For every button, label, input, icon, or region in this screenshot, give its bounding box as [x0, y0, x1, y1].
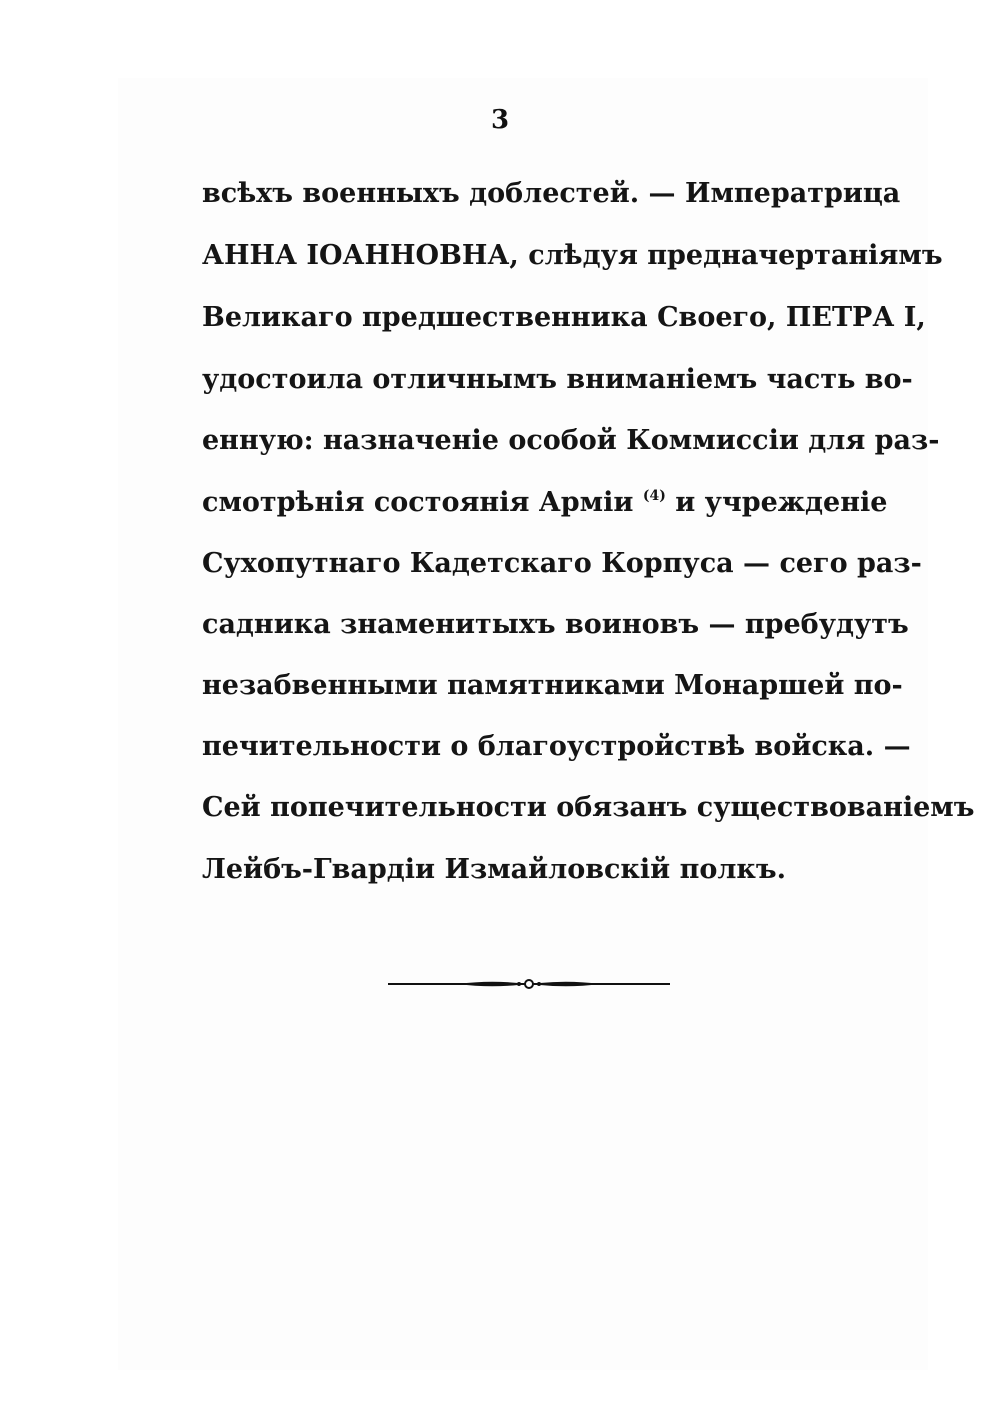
text-line-8: садника знаменитыхъ воиновъ — пребудутъ — [202, 609, 909, 640]
text-line-10: печительности о благоустройствѣ войска. — — [202, 731, 911, 762]
text-line-1: всѣхъ военныхъ доблестей. — Императрица — [202, 178, 901, 209]
text-line-4: удостоила отличнымъ вниманіемъ часть во- — [202, 364, 913, 395]
footnote-reference[interactable]: (4) — [642, 488, 666, 504]
page-number: 3 — [490, 105, 510, 135]
text-line-5: енную: назначеніе особой Коммиссіи для раз- — [202, 425, 940, 456]
text-line-2: АННА ІОАННОВНА, слѣдуя предначертаніямъ — [202, 240, 943, 271]
text-line-3: Великаго предшественника Своего, ПЕТРА I, — [202, 302, 926, 333]
text-line-9: незабвенными памятниками Монаршей по- — [202, 670, 903, 701]
text-line-6-start: смотрѣнія состоянія Арміи — [202, 487, 634, 518]
ornamental-divider — [388, 974, 670, 994]
text-line-7: Сухопутнаго Кадетскаго Корпуса — сего раз- — [202, 548, 922, 579]
text-line-6 — [202, 483, 888, 523]
text-line-6-end: и учрежденіе — [675, 487, 888, 518]
text-line-11: Сей попечительности обязанъ существованіемъ — [202, 792, 975, 823]
text-line-12: Лейбъ-Гвардіи Измайловскій полкъ. — [202, 854, 787, 885]
